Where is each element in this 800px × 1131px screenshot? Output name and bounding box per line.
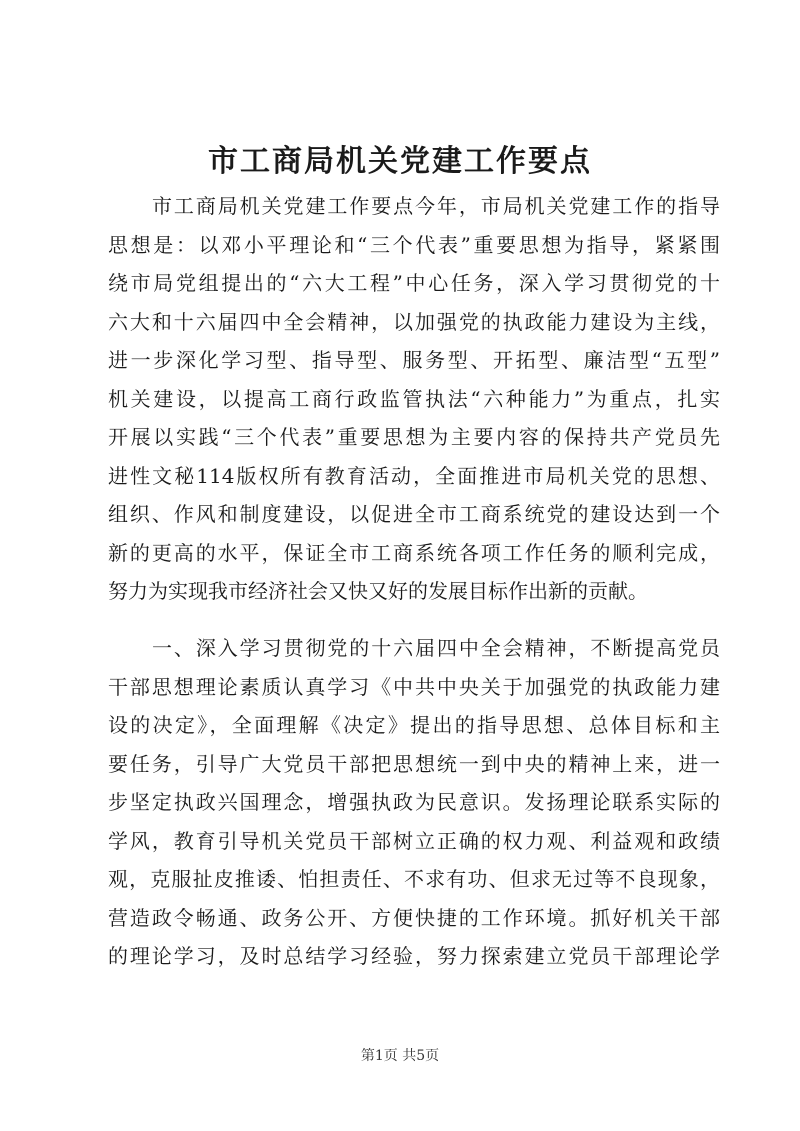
text-line: 的理论学习，及时总结学习经验，努力探索建立党员干部理论学	[108, 944, 720, 968]
text-line: 六大和十六届四中全会精神，以加强党的执政能力建设为主线，	[108, 309, 720, 334]
page-title: 市工商局机关党建工作要点	[208, 144, 592, 179]
text-line: 干部思想理论素质认真学习《中共中央关于加强党的执政能力建	[108, 674, 720, 699]
text-line: 组织、作风和制度建设，以促进全市工商系统党的建设达到一个	[108, 502, 720, 526]
text-line: 步坚定执政兴国理念，增强执政为民意识。发扬理论联系实际的	[108, 790, 720, 814]
text-line: 观，克服扯皮推诿、怕担责任、不求有功、但求无过等不良现象，	[108, 867, 720, 891]
text-line: 要任务，引导广大党员干部把思想统一到中央的精神上来，进一	[108, 751, 720, 776]
text-line: 进性文秘114版权所有教育活动，全面推进市局机关党的思想、	[108, 463, 720, 488]
text-line: 市工商局机关党建工作要点今年，市局机关党建工作的指导	[152, 194, 720, 218]
paragraph-2	[108, 629, 720, 976]
text-line: 一、深入学习贯彻党的十六届四中全会精神，不断提高党员	[152, 636, 720, 660]
text-line: 设的决定》，全面理解《决定》提出的指导思想、总体目标和主	[108, 713, 720, 737]
text-line: 营造政令畅通、政务公开、方便快捷的工作环境。抓好机关干部	[108, 905, 720, 930]
text-line: 思想是：以邓小平理论和“三个代表”重要思想为指导，紧紧围	[108, 232, 720, 257]
text-line: 新的更高的水平，保证全市工商系统各项工作任务的顺利完成，	[108, 540, 720, 565]
text-line: 机关建设，以提高工商行政监管执法“六种能力”为重点，扎实	[108, 386, 720, 411]
text-line: 开展以实践“三个代表”重要思想为主要内容的保持共产党员先	[108, 425, 720, 449]
text-line: 进一步深化学习型、指导型、服务型、开拓型、廉洁型“五型”	[108, 348, 720, 372]
text-line: 努力为实现我市经济社会又快又好的发展目标作出新的贡献。	[108, 579, 648, 603]
page-footer: 第1页 共5页	[360, 1048, 440, 1064]
text-line: 学风，教育引导机关党员干部树立正确的权力观、利益观和政绩	[108, 828, 720, 853]
paragraph-1	[108, 187, 720, 611]
text-line: 绕市局党组提出的“六大工程”中心任务，深入学习贯彻党的十	[108, 271, 720, 295]
